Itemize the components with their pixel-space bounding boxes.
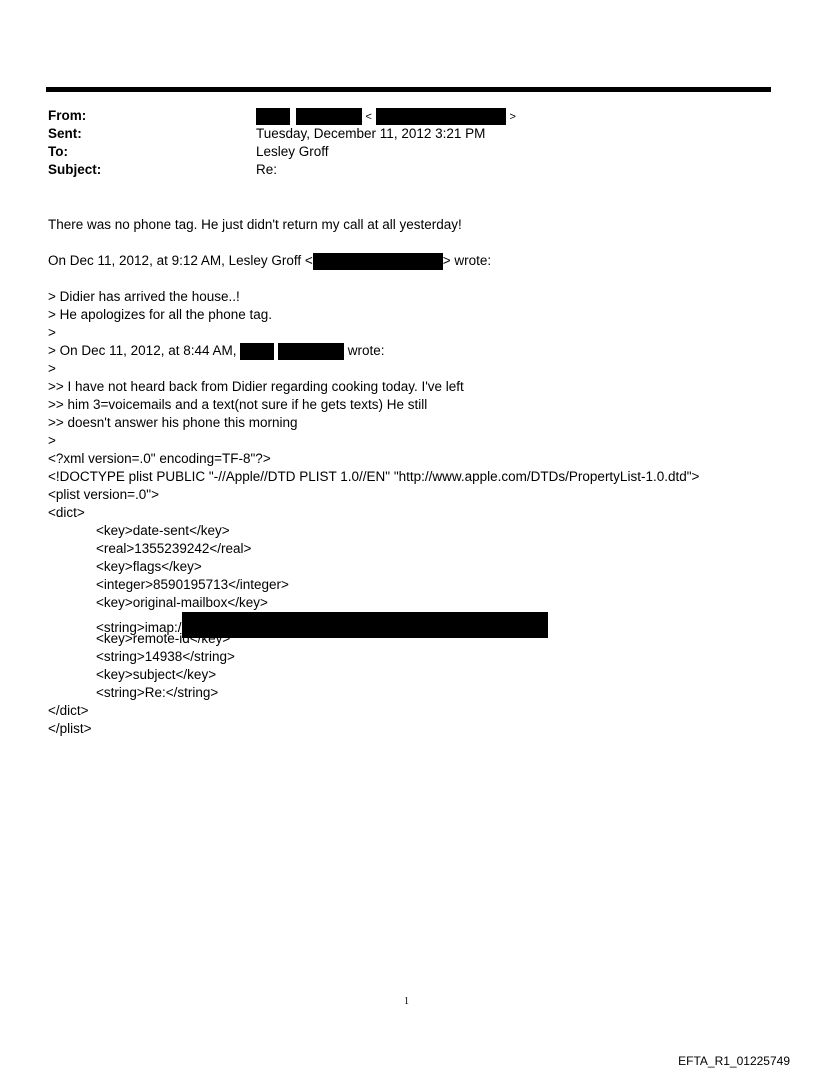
xml-line: <plist version=.0"> xyxy=(48,487,159,502)
quote-header-suffix: > wrote: xyxy=(442,253,492,268)
xml-line: <key>date-sent</key> xyxy=(96,523,230,538)
from-lt: < xyxy=(365,111,372,123)
quote-header-line xyxy=(48,252,491,270)
from-value xyxy=(256,107,516,126)
body-line: > xyxy=(48,325,56,340)
from-gt: > xyxy=(509,111,516,123)
xml-line: <integer>8590195713</integer> xyxy=(96,577,289,592)
xml-line: <key>remote-id</key> xyxy=(96,631,231,646)
quote-header-text: On Dec 11, 2012, at 9:12 AM, Lesley Groff < xyxy=(48,253,313,268)
xml-line: <string>14938</string> xyxy=(96,649,235,664)
xml-line: </plist> xyxy=(48,721,92,736)
xml-line: </dict> xyxy=(48,703,89,718)
subject-value: Re: xyxy=(256,162,278,177)
page-number: 1 xyxy=(404,996,409,1007)
xml-line: <dict> xyxy=(48,505,85,520)
nested-quote-header xyxy=(48,342,385,360)
body-line: > xyxy=(48,433,56,448)
sent-value: Tuesday, December 11, 2012 3:21 PM xyxy=(256,126,486,141)
redaction-box xyxy=(182,612,548,638)
redaction-box xyxy=(296,108,362,125)
header-rule xyxy=(46,87,771,92)
redaction-box xyxy=(278,343,344,360)
xml-line: <key>original-mailbox</key> xyxy=(96,595,268,610)
xml-line: <?xml version=.0" encoding=TF-8"?> xyxy=(48,451,271,466)
body-line: >> doesn't answer his phone this morning xyxy=(48,415,298,430)
body-line: There was no phone tag. He just didn't return my call at all yesterday! xyxy=(48,217,462,232)
subject-label: Subject: xyxy=(48,162,102,177)
document-id: EFTA_R1_01225749 xyxy=(678,1054,790,1068)
redaction-box xyxy=(256,108,290,125)
body-line: > Didier has arrived the house..! xyxy=(48,289,240,304)
redaction-box xyxy=(376,108,506,125)
nested-quote-text: > On Dec 11, 2012, at 8:44 AM, xyxy=(48,343,237,358)
xml-line: <key>flags</key> xyxy=(96,559,202,574)
xml-line: <key>subject</key> xyxy=(96,667,217,682)
xml-line: <real>1355239242</real> xyxy=(96,541,252,556)
to-value: Lesley Groff xyxy=(256,144,329,159)
body-line: > xyxy=(48,361,56,376)
redaction-box xyxy=(313,253,443,270)
body-line: >> I have not heard back from Didier regarding cooking today. I've left xyxy=(48,379,464,394)
xml-line: <string>Re:</string> xyxy=(96,685,219,700)
redaction-box xyxy=(240,343,274,360)
imap-string: <string>imap:/ xyxy=(96,620,182,635)
nested-quote-suffix: wrote: xyxy=(347,343,385,358)
body-line: > He apologizes for all the phone tag. xyxy=(48,307,273,322)
sent-label: Sent: xyxy=(48,126,82,141)
xml-line: <!DOCTYPE plist PUBLIC "-//Apple//DTD PLIST 1.0//EN" "http://www.apple.com/DTDs/PropertyList-1.0.dtd"> xyxy=(48,469,700,484)
to-label: To: xyxy=(48,144,68,159)
body-line: >> him 3=voicemails and a text(not sure if he gets texts) He still xyxy=(48,397,428,412)
from-label: From: xyxy=(48,108,87,123)
